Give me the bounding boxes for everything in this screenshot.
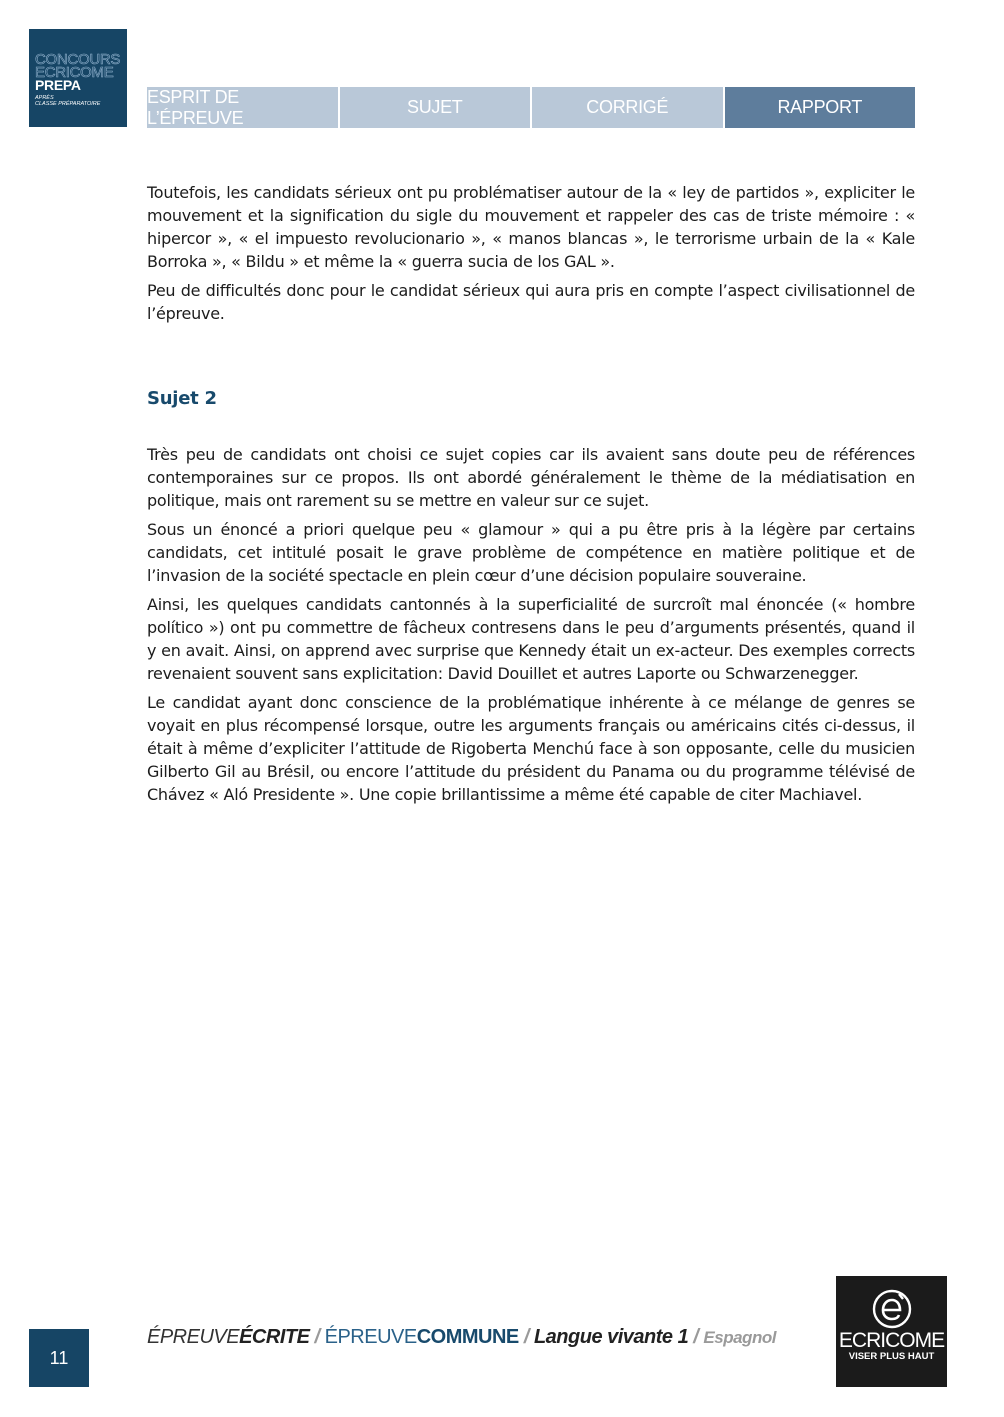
brand-tagline: VISER PLUS HAUT	[848, 1351, 935, 1362]
paragraph: Toutefois, les candidats sérieux ont pu problématiser autour de la « ley de partidos », expliciter le mouvement et la signification du sigle du mouvement et rappeler des cas de triste mémoire : « hipercor », « el impuesto revolucionario », « manos blancas », le terrorisme urbain de la « Kale Borroka », « Bildu » et même la « guerra sucia de los GAL ».	[147, 183, 915, 271]
page-number: 11	[29, 1329, 89, 1387]
paragraph: Ainsi, les quelques candidats cantonnés à la superficialité de surcroît mal énoncée (« hombre político ») ont pu commettre de fâcheux contresens dans le peu d’arguments présentés, quand il y en avait. Ainsi, on apprend avec surprise que Kennedy était un ex-acteur. Des exemples corrects revenaient souvent sans explicitation: David Douillet et autres Laporte ou Schwarzenegger.	[147, 595, 915, 683]
paragraph: Peu de difficultés donc pour le candidat sérieux qui aura pris en compte l’aspect civilisationnel de l’épreuve.	[147, 281, 915, 323]
paragraph: Très peu de candidats ont choisi ce sujet copies car ils avaient sans doute peu de références contemporaines sur ce propos. Ils ont abordé généralement le thème de la médiatisation en politique, mais ont rarement su se mettre en valeur sur ce sujet.	[147, 445, 915, 510]
logo-classe: CLASSE PRÉPARATOIRE	[35, 101, 101, 107]
brand-name: ECRICOME	[838, 1329, 945, 1352]
footer-title	[147, 1326, 776, 1354]
tab-sujet[interactable]: SUJET	[340, 87, 531, 128]
footer-epreuve: ÉPREUVE	[147, 1326, 240, 1348]
concours-logo	[29, 29, 127, 127]
footer-commune: COMMUNE	[416, 1326, 519, 1348]
report-body	[147, 181, 915, 812]
ecricome-brand-logo	[836, 1276, 947, 1387]
paragraph: Le candidat ayant donc conscience de la problématique inhérente à ce mélange de genres se voyait en plus récompensé lorsque, outre les arguments français ou américains cités ci-dessus, il était à même d’expliciter l’attitude de Rigoberta Menchú face à son opposante, celle du musicien Gilberto Gil au Brésil, ou encore l’attitude du président du Panama ou du programme télévisé de Chávez « Aló Presidente ». Une copie brillantissime a même été capable de citer Machiavel.	[147, 693, 915, 804]
logo-prepa: PREPA	[35, 77, 81, 93]
tab-corrige[interactable]: CORRIGÉ	[532, 87, 723, 128]
logo-concours: CONCOURS	[35, 51, 121, 68]
paragraph: Sous un énoncé a priori quelque peu « glamour » qui a pu être pris à la légère par certains candidats, cet intitulé posait le grave problème de compétence en matière politique et de l’invasion de la société spectacle en plein cœur d’une décision populaire souveraine.	[147, 520, 915, 585]
logo-ecricome: ECRICOME	[35, 64, 114, 81]
footer-ecrite: ÉCRITE	[239, 1326, 310, 1348]
footer-separator: /	[693, 1326, 699, 1348]
footer-separator: /	[314, 1326, 320, 1348]
logo-apres: APRÈS	[35, 95, 54, 101]
tab-rapport[interactable]: RAPPORT	[725, 87, 916, 128]
footer-epreuve-2: ÉPREUVE	[324, 1326, 417, 1348]
section-title: Sujet 2	[147, 388, 217, 409]
footer-separator: /	[523, 1326, 529, 1348]
tab-esprit[interactable]: ESPRIT DE L’ÉPREUVE	[147, 87, 338, 128]
footer-subject: Langue vivante 1	[533, 1326, 689, 1348]
section-tabs	[147, 87, 915, 128]
footer-language: Espagnol	[703, 1328, 776, 1347]
e-circle-logo-icon	[871, 1288, 913, 1330]
